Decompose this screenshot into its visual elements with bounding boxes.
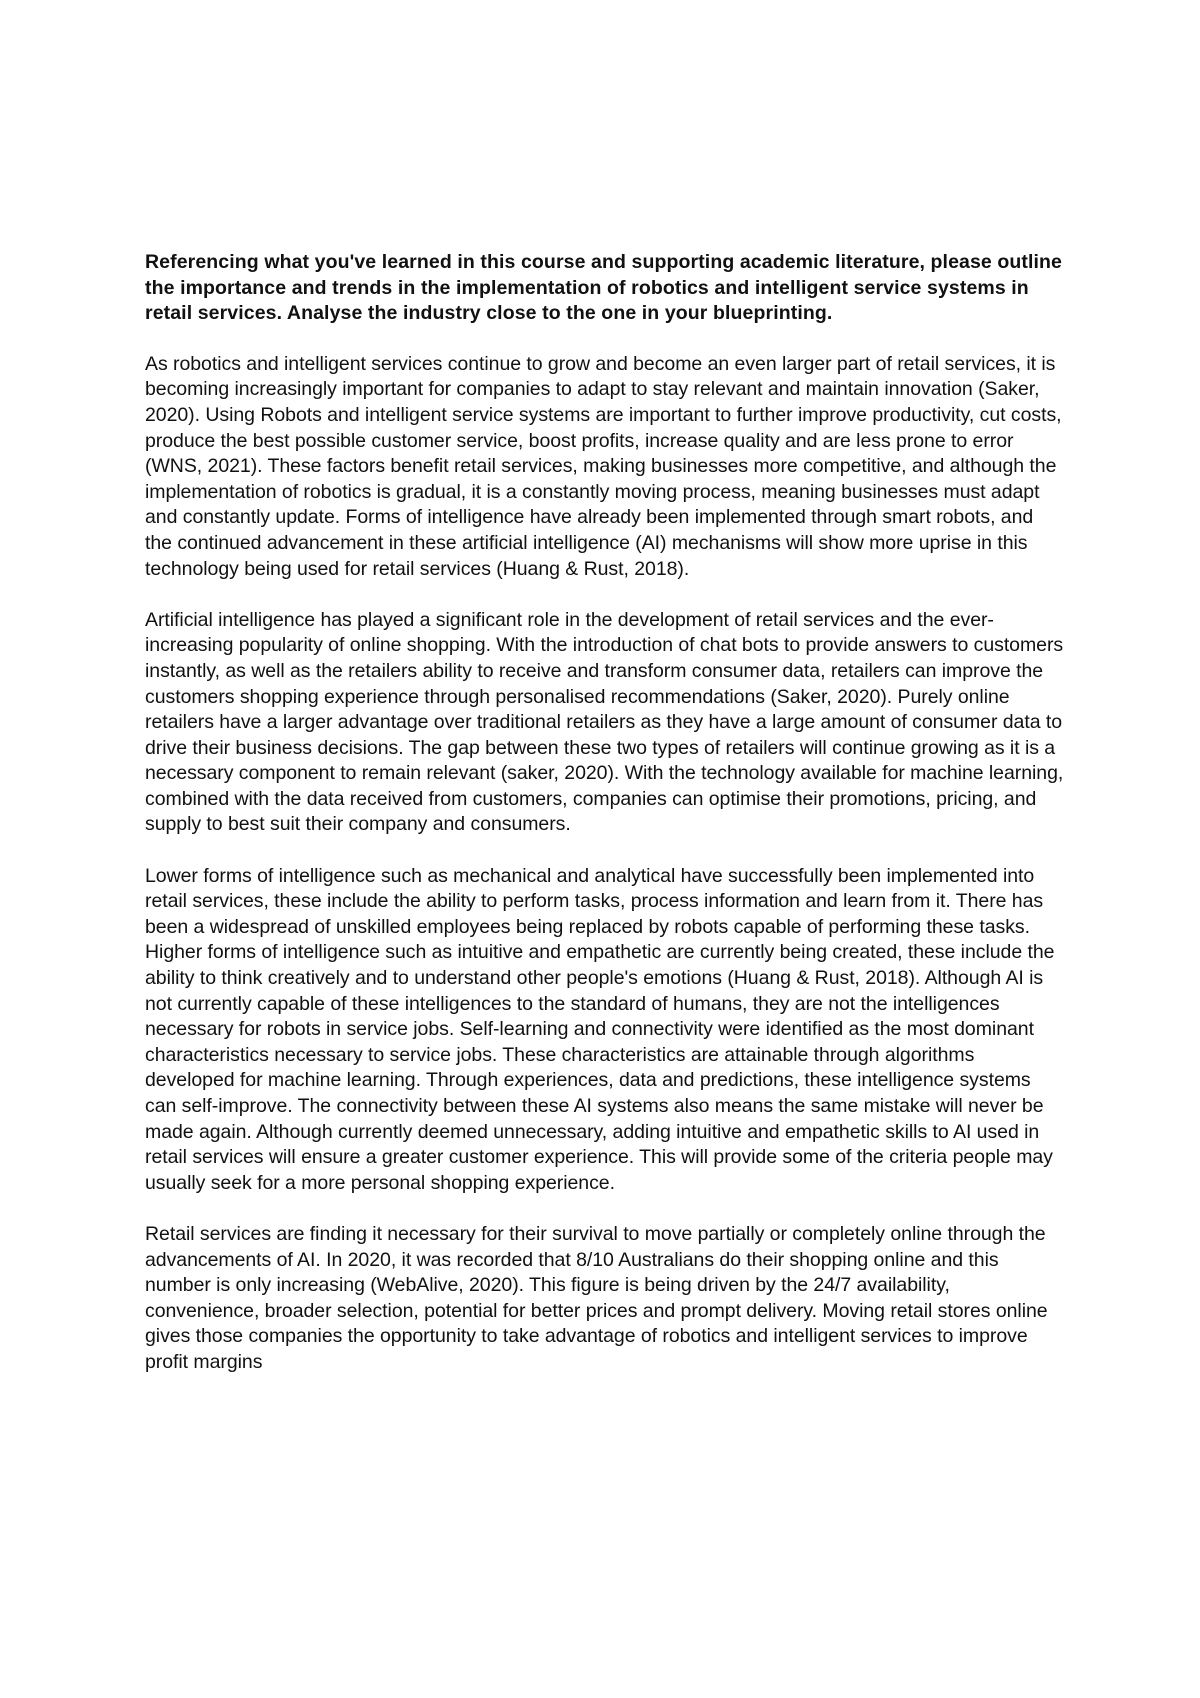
paragraph-ai-online-shopping: Artificial intelligence has played a significant role in the development of retail services and the ever-increasing popularity of online shopping. With the introduction of chat bots to provide answers to customers instantly, as well as the retailers ability to receive and transform consumer data, retailers can improve the customers shopping experience through personalised recommendations (Saker, 2020). Purely online retailers have a larger advantage over traditional retailers as they have a large amount of consumer data to drive their business decisions. The gap between these two types of retailers will continue growing as it is a necessary component to remain relevant (saker, 2020). With the technology available for machine learning, combined with the data received from customers, companies can optimise their promotions, pricing, and supply to best suit their company and consumers. bbox=[145, 608, 1064, 836]
paragraph-forms-of-intelligence: Lower forms of intelligence such as mechanical and analytical have successfully been implemented into retail services, these include the ability to perform tasks, process information and learn from it. There has been a widespread of unskilled employees being replaced by robots capable of performing these tasks. Higher forms of intelligence such as intuitive and empathetic are currently being created, these include the ability to think creatively and to understand other people's emotions (Huang & Rust, 2018). Although AI is not currently capable of these intelligences to the standard of humans, they are not the intelligences necessary for robots in service jobs. Self-learning and connectivity were identified as the most dominant characteristics necessary to service jobs. These characteristics are attainable through algorithms developed for machine learning. Through experiences, data and predictions, these intelligence systems can self-improve. The connectivity between these AI systems also means the same mistake will never be made again. Although currently deemed unnecessary, adding intuitive and empathetic skills to AI used in retail services will ensure a greater customer experience. This will provide some of the criteria people may usually seek for a more personal shopping experience. bbox=[145, 864, 1055, 1194]
document-body bbox=[145, 250, 1065, 1401]
assignment-question: Referencing what you've learned in this course and supporting academic literature, please outline the importance and trends in the implementation of robotics and intelligent service systems in retail services. Analyse the industry close to the one in your blueprinting. bbox=[145, 251, 1062, 325]
paragraph-online-retail: Retail services are finding it necessary for their survival to move partially or completely online through the advancements of AI. In 2020, it was recorded that 8/10 Australians do their shopping online and this number is only increasing (WebAlive, 2020). This figure is being driven by the 24/7 availability, convenience, broader selection, potential for better prices and prompt delivery. Moving retail stores online gives those companies the opportunity to take advantage of robotics and intelligent services to improve profit margins bbox=[145, 1222, 1048, 1373]
paragraph-importance: As robotics and intelligent services continue to grow and become an even larger part of retail services, it is becoming increasingly important for companies to adapt to stay relevant and maintain innovation (Saker, 2020). Using Robots and intelligent service systems are important to further improve productivity, cut costs, produce the best possible customer service, boost profits, increase quality and are less prone to error (WNS, 2021). These factors benefit retail services, making businesses more competitive, and although the implementation of robotics is gradual, it is a constantly moving process, meaning businesses must adapt and constantly update. Forms of intelligence have already been implemented through smart robots, and the continued advancement in these artificial intelligence (AI) mechanisms will show more uprise in this technology being used for retail services (Huang & Rust, 2018). bbox=[145, 352, 1062, 580]
